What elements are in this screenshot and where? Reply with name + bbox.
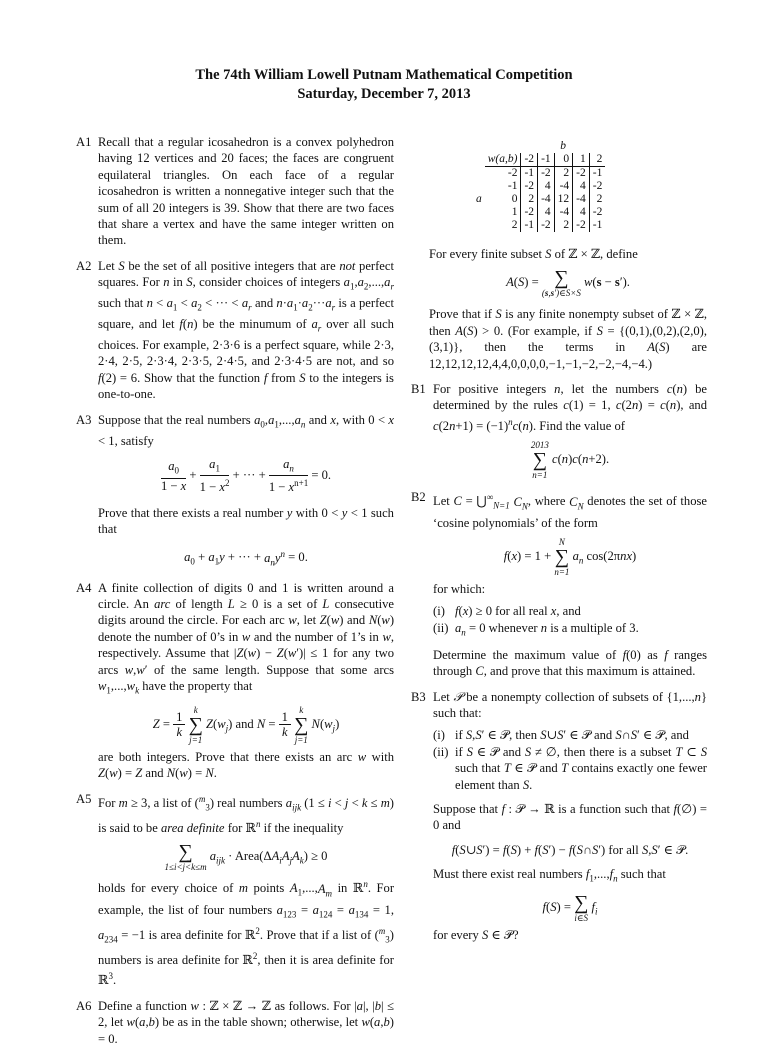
- table-row: [473, 180, 605, 193]
- row-header: -1: [507, 180, 518, 192]
- condition: (ii) $a_n = 0$ whenever n is a multiple of 3.: [433, 620, 639, 638]
- cell: 12: [554, 193, 573, 206]
- equation: Z = $\frac{1}{k}$ k ∑ j=1 $Z(w_j)$ and N = $\frac{1}{k}$ k ∑ j=1 $N(w_j)$: [152, 704, 340, 745]
- text: be a nonempty collection of subsets of: [466, 689, 663, 704]
- cell: -2: [521, 206, 538, 219]
- equation: 2013 ∑ n=1 c(n)c(n+2).: [530, 440, 610, 481]
- text: arc: [154, 597, 171, 611]
- text: not: [339, 258, 356, 273]
- text: denotes the set of those ‘cosine polynomials’ of the form: [433, 494, 707, 530]
- text: is a multiple of 3.: [550, 620, 639, 635]
- equation: f(S) = ∑ i∈S $f_i$: [542, 892, 598, 924]
- text: from: [271, 370, 296, 385]
- equation: ∑ 1≤i<j<k≤m $a_{ijk}$ · $Area(\Delta A_iA_jA_k) \ge 0$: [164, 841, 328, 873]
- text: , consider choices of integers: [192, 275, 341, 290]
- cell: 4: [573, 180, 590, 193]
- text: of: [554, 247, 566, 261]
- col-header: 0: [554, 153, 573, 167]
- text: and: [593, 728, 613, 743]
- problem-a2: A2 Let S be the set of all positive integers that are not perfect squares. For n in S, consider choices of integers $a_1,a_2,...,a_r$ such that $n < a_1 < a_2$ < ··· < $a_r$ and $n\cdot a_1\cdot a_2\cdot\cdot\cdot a_r$ is a perfect square, and let f(n) be the minumum of $a_r$ over all such choices. For example, 2·3·6 is a perfect square, while 2·3, 2·4, 2·5, 2·3·4, 2·3·5, 2·4·5, and 2·3·4·5 are not, and so f(2) = 6. Show that the function f from S to the integers is one-to-one.: [76, 258, 394, 402]
- text: , satisfy: [114, 433, 154, 448]
- text: is any finite nonempty subset of: [505, 307, 668, 322]
- condition: (ii) if S ∈ 𝒫 and S ≠ ∅, then there is a subset T ⊂ S such that T ∈ 𝒫 and T contains exactly one fewer element than S.: [433, 744, 707, 792]
- text: . Show that the function: [137, 370, 261, 385]
- text: For: [98, 795, 116, 810]
- cell: 4: [573, 206, 590, 219]
- text: holds for every choice of: [98, 881, 234, 896]
- equation: f(x) = 1 + N ∑ n=1 $a_n$ cos(2πnx): [503, 536, 637, 577]
- problem-label: B3: [411, 689, 426, 704]
- left-column: [76, 134, 394, 1047]
- problem-label: A5: [76, 791, 92, 806]
- a6-continuation: For every finite subset S of ℤ × ℤ, define A(S) = ∑ (s,s′)∈S×S w(s − s′). Prove that if S is any finite nonempty subset of ℤ × ℤ, then A(S) > 0. (For example, if S = {(0,1),(0,2),(2,0),(3,1)}, then the terms in A(S) are 12,12,12,12,4,4,0,0,0,0,−1,−1,−2,−2,−4,−4.): [429, 247, 708, 371]
- text: and: [347, 613, 366, 628]
- equation: f(S∪S′) = f(S) + f(S′) − f(S∩S′) for all S,S′ ∈ 𝒫.: [451, 842, 689, 857]
- text: with: [295, 505, 319, 520]
- text: for all: [608, 842, 639, 857]
- text: of the same length. Suppose that some arcs: [153, 662, 395, 677]
- text: and: [539, 761, 558, 776]
- text: , and: [664, 728, 689, 743]
- text: , let the numbers: [560, 382, 659, 397]
- text: (For example, if: [507, 323, 593, 338]
- row-header: 0: [511, 193, 518, 205]
- title-line-1: The 74th William Lowell Putnam Mathematical Competition: [195, 67, 573, 83]
- text: as follows. For: [274, 998, 351, 1013]
- text: and: [688, 398, 708, 413]
- text: Let: [433, 494, 450, 509]
- row-header: -2: [507, 167, 518, 179]
- text: are: [691, 340, 707, 355]
- cell: 4: [538, 206, 555, 219]
- col-header: -2: [521, 153, 538, 167]
- text: and: [254, 296, 274, 311]
- problem-text: Recall that a regular icosahedron is a convex polyhedron having 12 vertices and 20 faces; the faces are congruent equilateral triangles. On each face of a regular icosahedron is written a nonnegative integer such that the sum of all 20 integers is 39. Show that there are two faces that share a vertex and have the same integer written on them.: [98, 135, 394, 248]
- text: consecutive digits around the circle. For each arc: [98, 597, 395, 628]
- problem-label: B2: [411, 490, 426, 505]
- text: denote the number of 0’s in: [98, 629, 239, 644]
- col-header: 1: [573, 153, 590, 167]
- cell: 4: [538, 180, 555, 193]
- text: for every: [433, 928, 479, 943]
- text: , respectively. Assume that: [98, 629, 395, 661]
- text: is a perfect square, while: [243, 338, 371, 353]
- text: such that: [98, 296, 144, 311]
- text: such that: [620, 867, 666, 882]
- text: be the minumum of: [202, 317, 307, 332]
- problem-a5: A5 For m ≥ 3, a list of ($^m_3$) real numbers $a_{ijk}$ (1 ≤ i < j < k ≤ m) is said to be area definite for ℝ$^n$ if the inequality ∑ 1≤i<j<k≤m $a_{ijk}$ · $Area(\Delta A_iA_jA_k) \ge 0$ holds for every choice of m points $A_1,...,A_m$ in ℝ$^n$. For example, the list of four numbers $a_{123} = a_{124} = a_{134} = 1$, $a_{234} = -1$ is area definite for ℝ$^2$. Prove that if a list of ($^m_3$) numbers is area definite for ℝ$^2$, then it is area definite for ℝ$^3$.: [76, 791, 395, 988]
- text: and the number of 1’s in: [253, 629, 379, 644]
- text: for: [227, 821, 243, 836]
- cell: -4: [538, 193, 555, 206]
- text: if: [455, 744, 463, 759]
- col-header: -1: [538, 153, 555, 167]
- text: Define a function: [98, 998, 187, 1013]
- problem-b2: B2 Let $C = ⋃^\infty_{N=1}$ $C_N$, where $C_N$ denotes the set of those ‘cosine polynomials’ of the form f(x) = 1 + N ∑ n=1 $a_n$ cos(2πnx) for which: (i) f(x) ≥ 0 for all real x, and (ii) $a_n = 0$ whenever n is a multiple of 3. Determine the maximum value of f(0) as f ranges through C, and prove that this maximum is attained.: [411, 490, 708, 679]
- problem-label: A6: [76, 998, 92, 1013]
- text: is said to be: [98, 821, 158, 836]
- text: , then: [429, 307, 707, 338]
- text: is a set of: [263, 597, 318, 611]
- text: such that:: [433, 705, 482, 720]
- text: , where: [527, 494, 566, 509]
- text: For positive integers: [433, 382, 547, 397]
- cell: -4: [573, 193, 590, 206]
- text: perfect squares. For: [98, 258, 394, 290]
- problem-a1: [76, 134, 394, 249]
- cell: -2: [538, 219, 555, 232]
- text: is area definite for: [148, 927, 242, 942]
- text: Prove that if: [429, 307, 492, 322]
- cell: 2: [554, 167, 573, 181]
- text: and: [145, 766, 164, 781]
- text: as: [647, 647, 658, 662]
- text: , then: [509, 728, 538, 743]
- text: be the set of all positive integers that are: [128, 258, 336, 273]
- text: real numbers: [217, 795, 283, 810]
- problem-label: A4: [76, 580, 92, 595]
- cell: -2: [521, 180, 538, 193]
- problem-label: A2: [76, 258, 92, 273]
- title-line-2: Saturday, December 7, 2013: [297, 86, 471, 102]
- cell: -1: [521, 167, 538, 181]
- text: and: [502, 744, 522, 759]
- table-row: [473, 167, 605, 181]
- cell: -1: [589, 167, 605, 181]
- text: Determine the maximum value of: [433, 647, 617, 662]
- text: and: [442, 818, 461, 833]
- text: if the inequality: [263, 821, 344, 836]
- text: is a function such that: [558, 801, 671, 816]
- equation: $\frac{a_0}{1 - x}$ + $\frac{a_1}{1 - x^2}$ + ··· + $\frac{a_n}{1 - x^{n+1}}$ = 0.: [160, 456, 332, 495]
- text: , let: [296, 613, 317, 628]
- cell: -2: [573, 167, 590, 181]
- page-title: [0, 66, 768, 104]
- text: . Find the value of: [532, 419, 625, 434]
- condition: (i) if S,S′ ∈ 𝒫, then S∪S′ ∈ 𝒫 and S∩S′ ∈ 𝒫, and: [433, 728, 689, 743]
- problem-b1: B1 For positive integers n, let the numbers c(n) be determined by the rules c(1) = 1, c(2n) = c(n), and $c(2n+1) = (-1)^nc(n)$. Find the value of 2013 ∑ n=1 c(n)c(n+2).: [411, 382, 708, 481]
- cell: -1: [589, 219, 605, 232]
- text: Suppose that the real numbers: [98, 412, 251, 427]
- text: Prove that there exists a real number: [98, 505, 284, 520]
- cell: -2: [538, 167, 555, 181]
- problem-a3: A3 Suppose that the real numbers $a_0,a_1,...,a_n$ and x, with 0 < x < 1, satisfy $\frac{a_0}{1 - x}$ + $\frac{a_1}{1 - x^2}$ + ··· + $\frac{a_n}{1 - x^{n+1}}$ = 0. Prove that there exists a real number y with 0 < y < 1 such that $a_0 + a_1y$ + ··· + $a_ny^n = 0$.: [76, 412, 394, 571]
- text: such that: [98, 505, 394, 537]
- text: numbers is area definite for: [98, 952, 239, 967]
- text: ranges through: [433, 647, 708, 679]
- cell: 2: [521, 193, 538, 206]
- text: if: [455, 728, 463, 743]
- text: in: [337, 881, 348, 896]
- text: for all real: [495, 604, 548, 619]
- text: be as in the table shown; otherwise, let: [162, 1015, 359, 1030]
- text: , then the terms in: [459, 340, 626, 355]
- text: with: [371, 749, 394, 764]
- text: , let: [104, 1015, 124, 1030]
- problem-a4: A4 A finite collection of digits 0 and 1 is written around a circle. An arc of length L ≥ 0 is a set of L consecutive digits around the circle. For each arc w, let Z(w) and N(w) denote the number of 0’s in w and the number of 1’s in w, respectively. Assume that |Z(w) − Z(w′)| ≤ 1 for any two arcs w,w′ of the same length. Suppose that some arcs $w_1,...,w_k$ have the property that Z = $\frac{1}{k}$ k ∑ j=1 $Z(w_j)$ and N = $\frac{1}{k}$ k ∑ j=1 $N(w_j)$ are both integers. Prove that there exists an arc w with Z(w) = Z and N(w) = N.: [76, 580, 395, 781]
- text: A finite collection of digits 0 and 1 is written around a circle. An: [98, 580, 394, 611]
- text: contains exactly one fewer element than: [455, 761, 707, 792]
- text: , and prove that this maximum is attained.: [483, 664, 696, 679]
- col-header: 2: [589, 153, 605, 167]
- row-header: 2: [511, 219, 518, 231]
- text: For every finite subset: [429, 247, 542, 261]
- right-column: [411, 140, 707, 943]
- text: such that: [455, 761, 501, 776]
- table-row: [473, 219, 605, 232]
- text: , define: [600, 247, 638, 261]
- text: , then there is a subset: [556, 744, 672, 759]
- table-row: [473, 206, 605, 219]
- text: are both integers. Prove that there exists an arc: [98, 749, 353, 764]
- text: for which:: [433, 581, 486, 596]
- text: is a perfect square, and let: [98, 296, 394, 332]
- text: , a list of: [147, 795, 192, 810]
- equation: $a_0 + a_1y$ + ··· + $a_ny^n = 0$.: [184, 548, 308, 568]
- text: area definite: [160, 821, 225, 836]
- text: have the property that: [142, 679, 253, 694]
- cell: -4: [554, 180, 573, 193]
- text: points: [253, 881, 285, 896]
- text: are not, and so: [316, 354, 394, 369]
- cell: -2: [589, 180, 605, 193]
- text: for any two arcs: [98, 646, 395, 677]
- condition: (i) f(x) ≥ 0 for all real x, and: [433, 604, 581, 619]
- row-header: 1: [511, 206, 518, 218]
- col-axis-label: b: [560, 140, 567, 152]
- cell: -1: [521, 219, 538, 232]
- text: Must there exist real numbers: [433, 867, 583, 882]
- text: of length: [175, 597, 223, 611]
- cell: -2: [573, 219, 590, 232]
- problem-b3: B3 Let 𝒫 be a nonempty collection of subsets of {1,...,n} such that: (i) if S,S′ ∈ 𝒫, then S∪S′ ∈ 𝒫 and S∩S′ ∈ 𝒫, and (ii) if S ∈ 𝒫 and S ≠ ∅, then there is a subset T ⊂ S such that T ∈ 𝒫 and T contains exactly one fewer element than S. Suppose that f : 𝒫 → ℝ is a function such that f(∅) = 0 and f(S∪S′) = f(S) + f(S′) − f(S∩S′) for all S,S′ ∈ 𝒫. Must there exist real numbers $f_1,...,f_n$ such that f(S) = ∑ i∈S $f_i$ for every S ∈ 𝒫?: [411, 689, 708, 943]
- cell: -4: [554, 206, 573, 219]
- table-corner: w(a,b): [485, 153, 521, 167]
- problem-label: A1: [76, 135, 92, 149]
- cell: -2: [589, 206, 605, 219]
- text: in: [173, 275, 183, 290]
- text: and: [308, 412, 327, 427]
- text: whenever: [488, 620, 538, 635]
- problem-label: A3: [76, 412, 92, 427]
- text: Let: [433, 689, 450, 704]
- text: , then it is area definite for: [257, 952, 394, 967]
- equation: A(S) = ∑ (s,s′)∈S×S w(s − s′).: [506, 267, 630, 299]
- text: and: [235, 716, 254, 731]
- problem-label: B1: [411, 382, 426, 397]
- text: , with: [335, 412, 365, 427]
- text: Suppose that: [433, 801, 499, 816]
- text: Let: [98, 258, 115, 273]
- text: over all such choices. For example,: [98, 317, 394, 353]
- text: to the integers is one-to-one.: [98, 370, 394, 402]
- problem-a6: A6 Define a function w : ℤ × ℤ → ℤ as follows. For |a|, |b| ≤ 2, let w(a,b) be as in the table shown; otherwise, let w(a,b) = 0.: [76, 998, 395, 1046]
- table-row: [473, 193, 605, 206]
- text: be determined by the rules: [433, 382, 707, 413]
- text: . For example, the list of four numbers: [98, 881, 395, 917]
- w-table: [473, 140, 605, 232]
- cell: 2: [554, 219, 573, 232]
- row-axis-label: a: [476, 193, 482, 205]
- cell: 2: [589, 193, 605, 206]
- text: . Prove that if a list of: [259, 927, 372, 942]
